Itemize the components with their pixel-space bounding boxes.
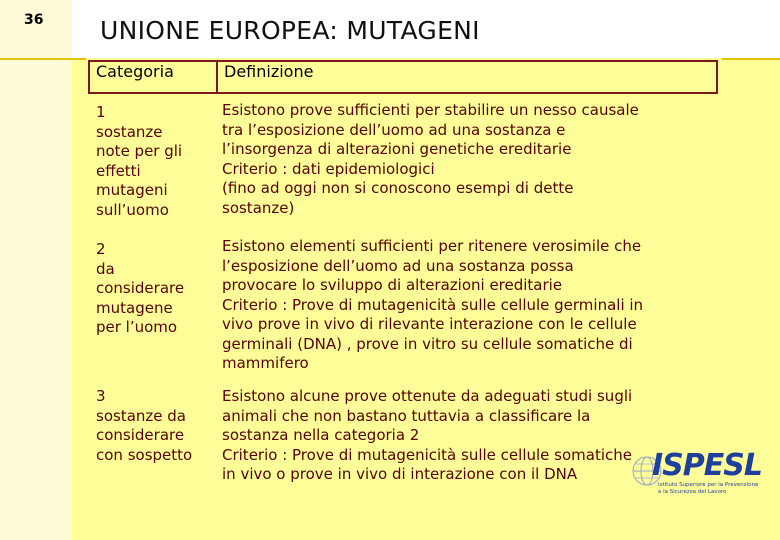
header-categoria: Categoria <box>96 62 174 81</box>
slide-number: 36 <box>24 12 44 28</box>
slide-title: UNIONE EUROPEA: MUTAGENI <box>100 16 480 45</box>
header-definizione: Definizione <box>224 62 314 81</box>
header-divider <box>216 60 218 94</box>
row-3-definition: Esistono alcune prove ottenute da adeguati studi sugli animali che non bastano tuttavia a classificare la sostanza nella categoria 2 Criterio : Prove di mutagenicità sulle cellule somatiche in vivo o prove in vivo di interazione con il DNA <box>222 387 633 483</box>
row-1-category: 1 sostanze note per gli effetti mutageni sull’uomo <box>96 103 183 219</box>
ispesl-logo <box>630 448 770 518</box>
header-row <box>88 60 718 94</box>
row-2-definition: Esistono elementi sufficienti per ritenere verosimile che l’esposizione dell’uomo ad una sostanza possa provocare lo sviluppo di alterazioni ereditarie Criterio : Prove di mutagenicità sulle cellule germinali in vivo prove in vivo di rilevante interazione con le cellule germinali (DNA) , prove in vitro su cellule somatiche di mammifero <box>222 237 644 372</box>
row-2-category: 2 da considerare mutagene per l’uomo <box>96 240 185 336</box>
row-3-category: 3 sostanze da considerare con sospetto <box>96 387 193 464</box>
row-1-definition: Esistono prove sufficienti per stabilire un nesso causale tra l’esposizione dell’uomo ad una sostanza e l’insorgenza di alterazioni genetiche ereditarie Criterio : dati epidemiologici (fino ad oggi non si conoscono esempi di dette sostanze) <box>222 101 639 217</box>
left-margin-strip <box>0 0 72 540</box>
logo-wordmark: ISPESL <box>652 448 762 483</box>
logo-subtitle: Istituto Superiore per la Prevenzione e la Sicurezza del Lavoro <box>658 482 759 495</box>
